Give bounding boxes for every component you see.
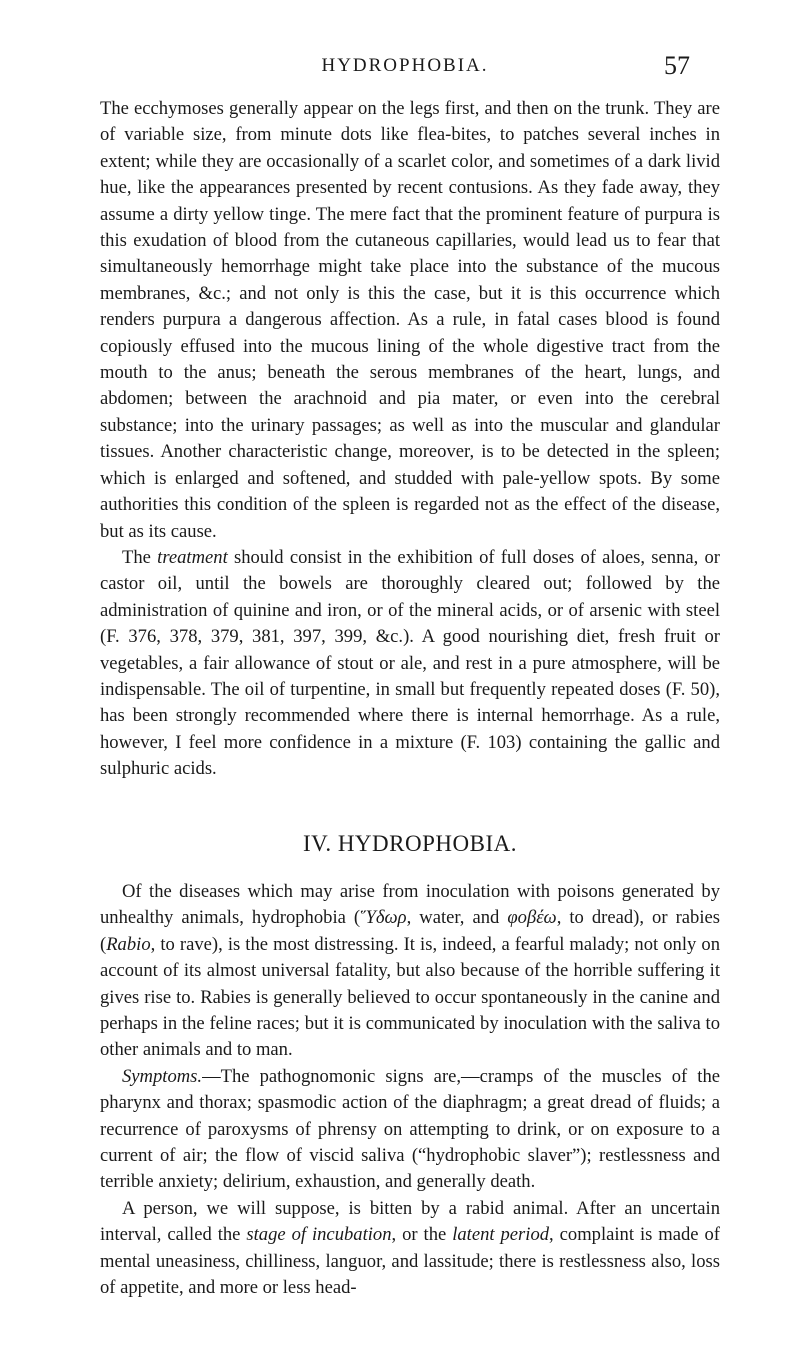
incubation-text-b: , or the xyxy=(391,1224,453,1246)
treatment-lead: The xyxy=(122,546,158,568)
latin-rabio: Rabio xyxy=(106,933,151,955)
running-head xyxy=(120,51,690,85)
page-number: 57 xyxy=(664,51,690,80)
latent-period-term: latent period xyxy=(452,1224,550,1246)
symptoms-text: —The pathognomonic signs are,—cramps of the muscles of the pharynx and thorax; spasmodic action of the diaphragm; a great dread of fluids; a recurrence of paroxysms of phrensy on attempting to drink, or on exposure to a current of air; the flow of viscid saliva (“hydrophobic slaver”); restlessness and terrible anxiety; delirium, exhaustion, and generally death. xyxy=(100,1065,720,1193)
treatment-text: should consist in the exhibition of full doses of aloes, senna, or castor oil, until the bowels are thoroughly cleared out; followed by the administration of quinine and iron, or of the mineral acids, or of arsenic with steel (F. 376, 378, 379, 381, 397, 399, &c.). A good nourishing diet, fresh fruit or vegetables, a fair allowance of stout or ale, and rest in a pure atmosphere, will be indispensable. The oil of turpentine, in small but frequently repeated doses (F. 50), has been strongly recommended where there is internal hemorrhage. As a rule, however, I feel more confidence in a mixture (F. 103) containing the gallic and sulphuric acids. xyxy=(100,546,721,780)
intro-text-d: , to rave), is the most distressing. It is, indeed, a fearful malady; not only on account of its almost universal fatality, but also because of the horrible suffering it gives rise to. Rabies is generally believed to occur spontaneously in the canine and perhaps in the feline races; but it is communicated by inoculation with the saliva to other animals and to man. xyxy=(100,933,720,1061)
body-text xyxy=(100,96,720,1301)
hydrophobia-intro-paragraph xyxy=(100,879,720,1064)
incubation-text-c: , complaint is made of mental uneasiness, chilliness, languor, and lassitude; there is restlessness also, loss of appetite, and more or less head- xyxy=(100,1224,720,1299)
greek-dread: φοβέω xyxy=(507,907,557,929)
running-title: HYDROPHOBIA. xyxy=(321,55,489,76)
intro-text-b: , water, and xyxy=(406,907,508,929)
purpura-treatment-paragraph xyxy=(100,545,720,783)
incubation-text-a: A person, we will suppose, is bitten by a rabid animal. After an uncertain interval, called the xyxy=(100,1197,720,1246)
stage-of-incubation-term: stage of incubation xyxy=(246,1224,392,1246)
greek-water: Ὕδωρ xyxy=(360,907,407,929)
intro-text-c: , to dread), or rabies ( xyxy=(100,907,720,955)
treatment-term: treatment xyxy=(157,546,228,568)
intro-text-a: Of the diseases which may arise from inoculation with poisons generated by unhealthy animals, hydrophobia ( xyxy=(100,880,720,929)
incubation-paragraph xyxy=(100,1196,720,1302)
purpura-paragraph-1: The ecchymoses generally appear on the legs first, and then on the trunk. They are of variable size, from minute dots like flea-bites, to patches several inches in extent; while they are occasionally of a scarlet color, and sometimes of a dark livid hue, like the appearances presented by recent contusions. As they fade away, they assume a dirty yellow tinge. The mere fact that the prominent feature of purpura is this exudation of blood from the cutaneous capillaries, would lead us to fear that simultaneously hemorrhage might take place into the substance of the mucous membranes, &c.; and not only is this the case, but it is this occurrence which renders purpura a dangerous affection. As a rule, in fatal cases blood is found copiously effused into the mucous lining of the whole digestive tract from the mouth to the anus; beneath the serous membranes of the heart, lungs, and abdomen; between the arachnoid and pia mater, or even into the cerebral substance; into the urinary passages; as well as into the muscular and glandular tissues. Another characteristic change, moreover, is to be detected in the spleen; which is enlarged and softened, and studded with pale-yellow spots. By some authorities this condition of the spleen is regarded not as the effect of the disease, but as its cause. xyxy=(100,98,720,542)
symptoms-paragraph xyxy=(100,1064,720,1196)
symptoms-term: Symptoms. xyxy=(122,1065,203,1087)
section-heading: IV. HYDROPHOBIA. xyxy=(303,830,517,856)
